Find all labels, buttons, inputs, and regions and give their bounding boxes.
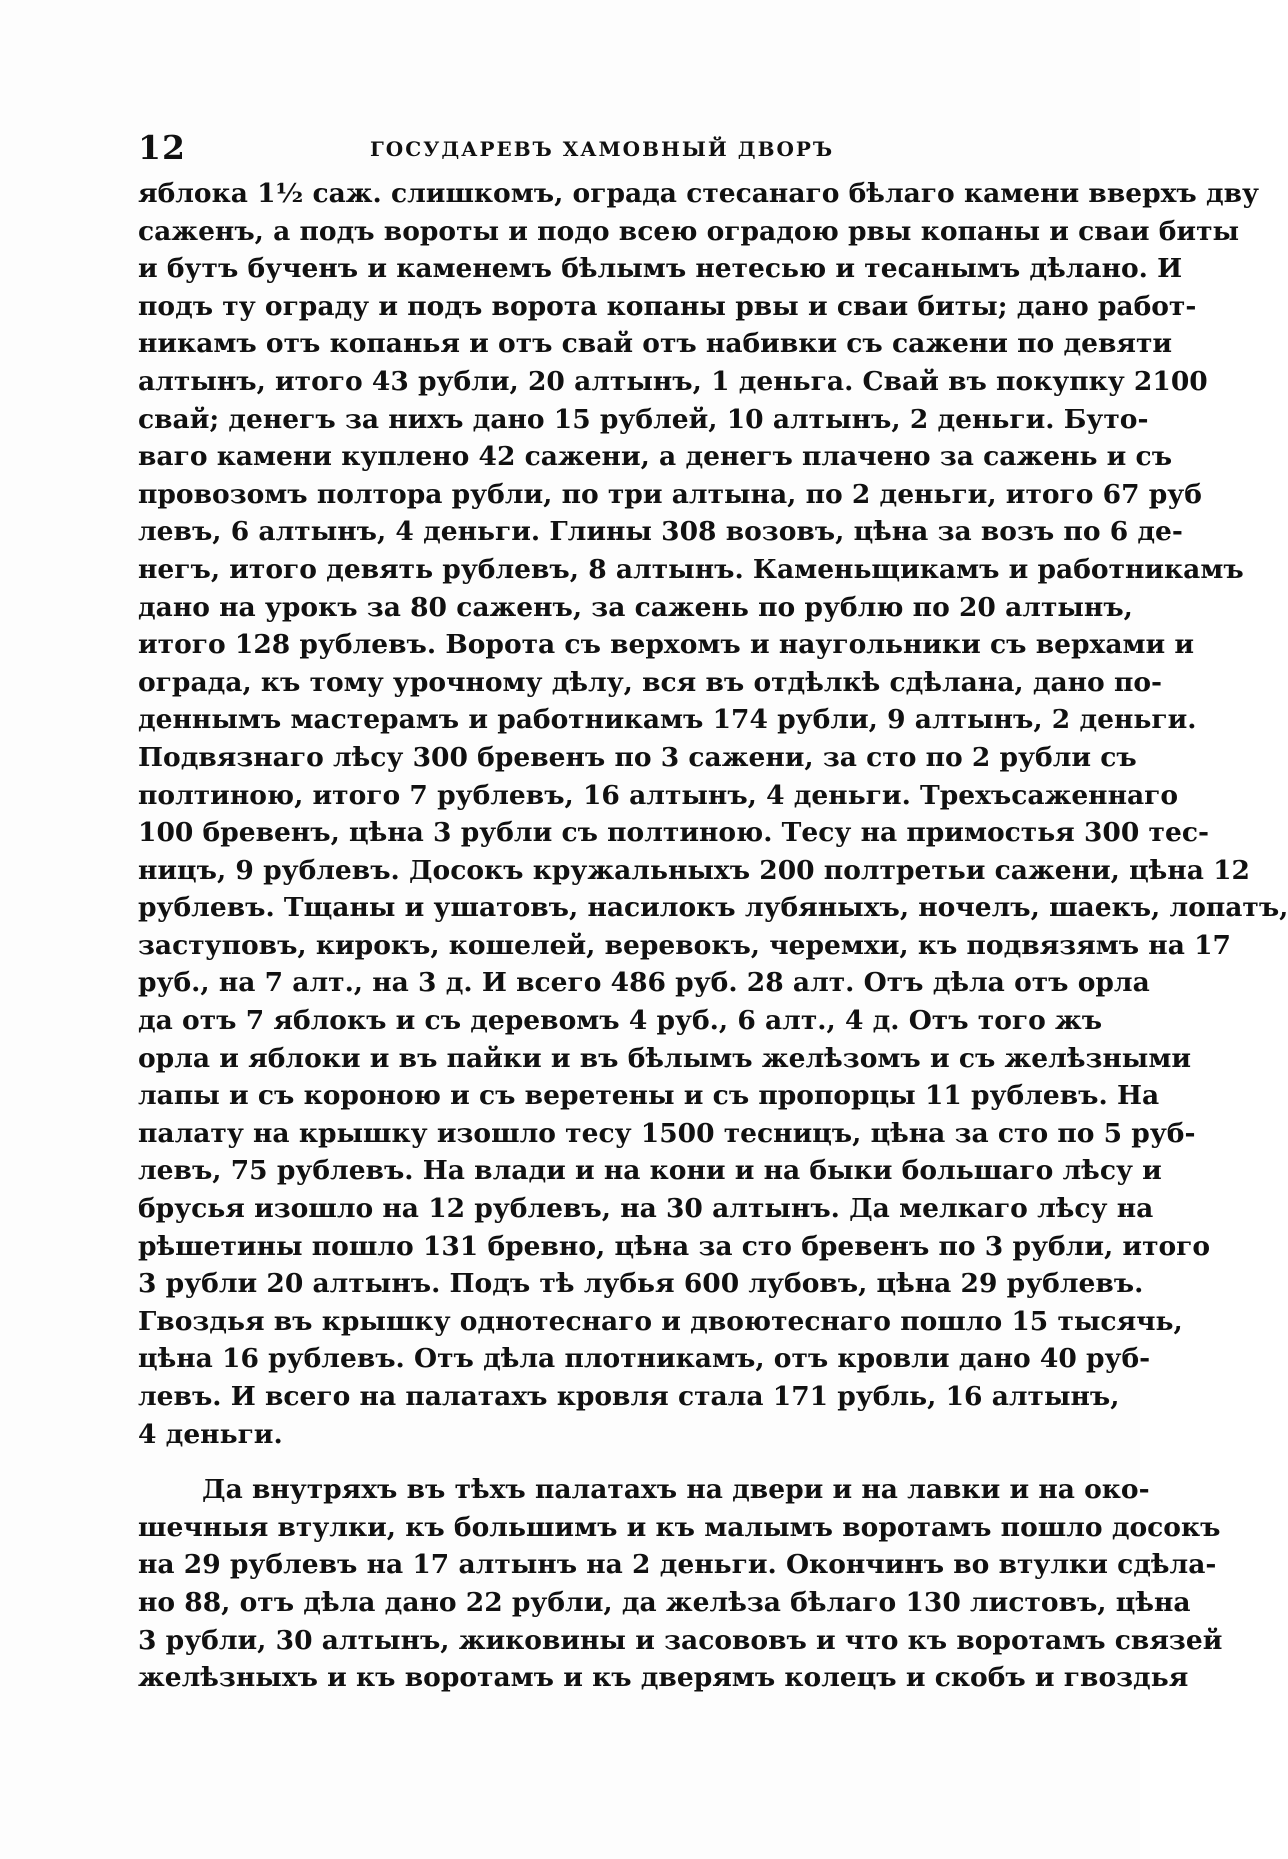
text-line: Да внутряхъ въ тѣхъ палатахъ на двери и на лавки и на око- — [202, 1474, 1150, 1506]
text-line: палату на крышку изошло тесу 1500 тесницъ, цѣна за сто по 5 руб- — [138, 1117, 1196, 1149]
page-header — [138, 128, 1042, 168]
text-line: провозомъ полтора рубли, по три алтына, по 2 деньги, итого 67 руб — [138, 478, 1202, 510]
text-line: но 88, отъ дѣла дано 22 рубли, да желѣза бѣлаго 130 листовъ, цѣна — [138, 1586, 1191, 1618]
text-line: лапы и съ короною и съ веретены и съ пропорцы 11 рублевъ. На — [138, 1080, 1160, 1112]
text-line: ваго камени куплено 42 сажени, а денегъ плачено за сажень и съ — [138, 441, 1173, 473]
text-line: негъ, итого девять рублевъ, 8 алтынъ. Каменьщикамъ и работникамъ — [138, 553, 1244, 585]
text-line: подъ ту ограду и подъ ворота копаны рвы и сваи биты; дано работ- — [138, 290, 1197, 322]
text-line: Подвязнаго лѣсу 300 бревенъ по 3 сажени, за сто по 2 рубли съ — [138, 741, 1137, 773]
text-line: желѣзныхъ и къ воротамъ и къ дверямъ колецъ и скобъ и гвоздья — [138, 1662, 1189, 1694]
text-line: 3 рубли 20 алтынъ. Подъ тѣ лубья 600 лубовъ, цѣна 29 рублевъ. — [138, 1268, 1144, 1300]
text-line: деннымъ мастерамъ и работникамъ 174 рубли, 9 алтынъ, 2 деньги. — [138, 704, 1197, 736]
text-line: итого 128 рублевъ. Ворота съ верхомъ и наугольники съ верхами и — [138, 629, 1195, 661]
text-line: никамъ отъ копанья и отъ свай отъ набивки съ сажени по девяти — [138, 328, 1173, 360]
text-line: 3 рубли, 30 алтынъ, жиковины и засововъ и что къ воротамъ связей — [138, 1624, 1223, 1656]
text-line: брусья изошло на 12 рублевъ, на 30 алтынъ. Да мелкаго лѣсу на — [138, 1193, 1154, 1225]
body-text — [138, 175, 1288, 1697]
text-line: свай; денегъ за нихъ дано 15 рублей, 10 алтынъ, 2 деньги. Буто- — [138, 403, 1149, 435]
text-line: дано на урокъ за 80 саженъ, за сажень по рублю по 20 алтынъ, — [138, 591, 1133, 623]
text-line: левъ. И всего на палатахъ кровля стала 171 рубль, 16 алтынъ, — [138, 1381, 1120, 1412]
text-line: рѣшетины пошло 131 бревно, цѣна за сто бревенъ по 3 рубли, итого — [138, 1230, 1211, 1262]
text-line: яблока 1½ саж. слишкомъ, ограда стесанаго бѣлаго камени вверхъ дву — [138, 178, 1260, 209]
text-line: шечныя втулки, къ большимъ и къ малымъ воротамъ пошло досокъ — [138, 1511, 1221, 1543]
text-line: алтынъ, итого 43 рубли, 20 алтынъ, 1 деньга. Свай въ покупку 2100 — [138, 365, 1208, 397]
running-title: ГОСУДАРЕВЪ ХАМОВНЫЙ ДВОРЪ — [370, 137, 835, 161]
text-line: цѣна 16 рублевъ. Отъ дѣла плотникамъ, отъ кровли дано 40 руб- — [138, 1343, 1151, 1375]
text-line: да отъ 7 яблокъ и съ деревомъ 4 руб., 6 алт., 4 д. Отъ того жъ — [138, 1005, 1103, 1037]
text-line: руб., на 7 алт., на 3 д. И всего 486 руб. 28 алт. Отъ дѣла отъ орла — [138, 967, 1150, 999]
text-line: левъ, 75 рублевъ. На влади и на кони и на быки большаго лѣсу и — [138, 1155, 1162, 1187]
text-line: Гвоздья въ крышку однотеснаго и двоютеснаго пошло 15 тысячь, — [138, 1305, 1183, 1337]
paragraph-gap — [138, 1453, 1042, 1471]
text-line: заступовъ, кирокъ, кошелей, веревокъ, черемхи, къ подвязямъ на 17 — [138, 929, 1231, 961]
text-line: на 29 рублевъ на 17 алтынъ на 2 деньги. Окончинъ во втулки сдѣла- — [138, 1549, 1217, 1581]
text-line: орла и яблоки и въ пайки и въ бѣлымъ желѣзомъ и съ желѣзными — [138, 1042, 1192, 1074]
text-line: и бутъ бученъ и каменемъ бѣлымъ нетесью и тесанымъ дѣлано. И — [138, 253, 1183, 285]
paragraph-1 — [138, 175, 1288, 1453]
text-line: ницъ, 9 рублевъ. Досокъ кружальныхъ 200 полтретьи сажени, цѣна 12 — [138, 854, 1250, 886]
text-line: 4 деньги. — [138, 1418, 283, 1450]
text-line: рублевъ. Тщаны и ушатовъ, насилокъ лубяныхъ, ночелъ, шаекъ, лопатъ, — [138, 892, 1288, 924]
page-number: 12 — [138, 128, 186, 167]
text-line: ограда, къ тому урочному дѣлу, вся въ отдѣлкѣ сдѣлана, дано по- — [138, 666, 1163, 698]
text-line: 100 бревенъ, цѣна 3 рубли съ полтиною. Тесу на примостья 300 тес- — [138, 817, 1209, 849]
text-line: левъ, 6 алтынъ, 4 деньги. Глины 308 возовъ, цѣна за возъ по 6 де- — [138, 516, 1183, 548]
text-line: саженъ, а подъ вороты и подо всею оградою рвы копаны и сваи биты — [138, 215, 1240, 247]
text-line: полтиною, итого 7 рублевъ, 16 алтынъ, 4 деньги. Трехъсаженнаго — [138, 779, 1179, 811]
paragraph-2 — [138, 1471, 1223, 1697]
